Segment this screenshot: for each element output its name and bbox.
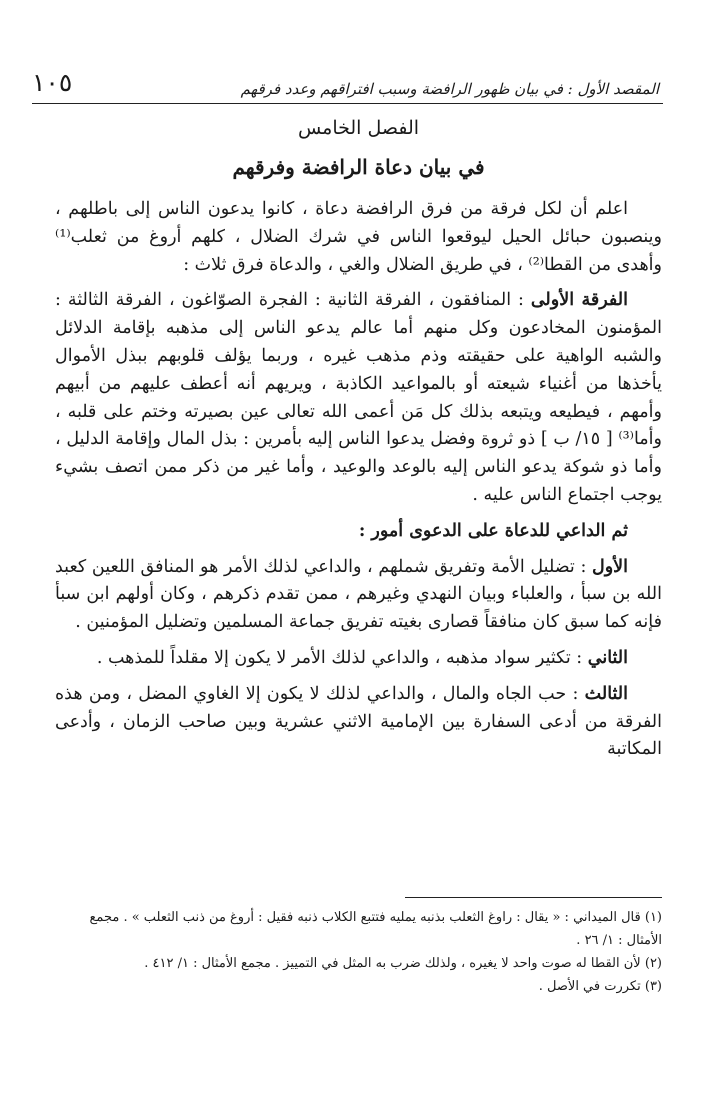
section-title: في بيان دعاة الرافضة وفرقهم (232, 155, 485, 179)
paragraph-first-lead: الأول (591, 556, 628, 577)
paragraph-groups-lead: الفرقة الأولى (530, 290, 628, 311)
paragraph-third-text: : حب الجاه والمال ، والداعي لذلك لا يكون إلا الغاوي المضل ، ومن هذه الفرقة من أدعى السفارة بين الإمامية الاثني عشرية وبين صاحب الزمان ، وأدعى المكاتبة (55, 683, 662, 760)
paragraph-intro: اعلم أن لكل فرقة من فرق الرافضة دعاة ، كانوا يدعون الناس إلى باطلهم ، وينصبون حبائل الحيل ليوقعوا الناس في شرك الضلال ، كلهم أروغ من ثعلب⁽¹⁾ وأهدى من القطا⁽²⁾ ، في طريق الضلال والغي ، والدعاة فرق ثلاث : (55, 199, 662, 275)
paragraph-groups (55, 287, 662, 509)
paragraph-first (55, 554, 662, 637)
paragraph-motives-heading: ثم الداعي للدعاة على الدعوى أمور : (358, 520, 628, 541)
running-title: المقصد الأول : في بيان ظهور الرافضة وسبب افتراقهم وعدد فرقهم (240, 80, 659, 98)
chapter-label: الفصل الخامس (297, 117, 420, 139)
footnotes (55, 906, 662, 998)
paragraph-second-text: : تكثير سواد مذهبه ، والداعي لذلك الأمر لا يكون إلا مقلداً للمذهب . (96, 647, 588, 668)
paragraph-first-text: : تضليل الأمة وتفريق شملهم ، والداعي لذلك الأمر هو المنافق اللعين كعبد الله بن سبأ ، والعلباء وبيان النهدي وغيرهم ، ممن تقدم ذكرهم ، وكان أولهم ابن سبأ فإنه كما سبق كان منافقاً قصارى بغيته تفريق جماعة المسلمين وتضليل المؤمنين . (55, 556, 662, 633)
header-rule (32, 103, 663, 104)
page-header (32, 58, 659, 98)
footnote-3: (٣) تكررت في الأصل . (538, 979, 662, 994)
paragraph-second (55, 645, 662, 673)
paragraph-groups-text: : المنافقون ، الفرقة الثانية : الفجرة الصوّاغون ، الفرقة الثالثة : المؤمنون المخادعون وكل منهم أما عالم يدعو الناس إلى مذهبه بإقامة الدلائل والشبه الواهية على حقيقته وذم مذهب غيره ، وربما يؤلف قلوبهم ببذل الأموال يأخذها من أغنياء شيعته أو بالمواعيد الكاذبة ، ويريهم أنه أعطف عليهم من أبيهم وأمهم ، فيطيعه ويتبعه بذلك كل مَن أعمى الله تعالى عين بصيرته وختم على قلبه ، وأما⁽³⁾ [ ١٥/ ب ] ذو ثروة وفضل يدعوا الناس إليه بأمرين : بذل المال وإقامة الدليل ، وأما ذو شوكة يدعو الناس إليه بالوعد والوعيد ، وأما غير من ذكر ممن اتصف بشيء يوجب اجتماع الناس عليه . (55, 290, 662, 505)
page-number: ١٠٥ (32, 70, 73, 97)
paragraph-third-lead: الثالث (584, 683, 628, 704)
paragraph-second-lead: الثاني (587, 647, 628, 668)
paragraph-third (55, 681, 662, 764)
main-text (55, 196, 662, 772)
footnote-rule (405, 897, 662, 898)
footnote-2: (٢) لأن القطا له صوت واحد لا يغيره ، ولذلك ضرب به المثل في التمييز . مجمع الأمثال : ١/ ٤١٢ . (144, 956, 662, 971)
footnote-1: (١) قال الميداني : « يقال : راوغ الثعلب بذنبه يمليه فتتبع الكلاب ذنبه فقيل : أروغ من ذنب الثعلب » . مجمع الأمثال : ١/ ٢٦ . (89, 910, 662, 948)
